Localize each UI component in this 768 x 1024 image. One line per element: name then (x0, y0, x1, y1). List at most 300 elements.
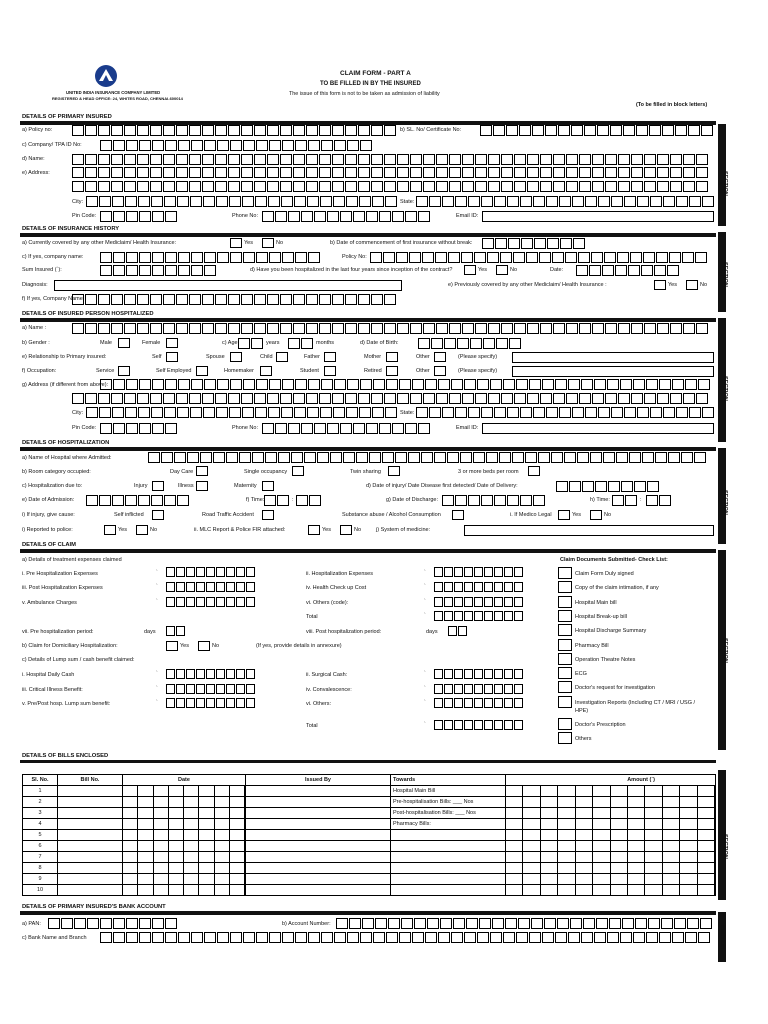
input-cell[interactable] (533, 495, 545, 506)
medico-yes-box[interactable] (558, 510, 570, 520)
input-cell[interactable] (241, 181, 253, 192)
input-cell[interactable] (385, 407, 397, 418)
input-cell[interactable] (448, 626, 457, 636)
input-cell[interactable] (98, 294, 110, 305)
input-cell[interactable] (486, 452, 498, 463)
policy-no-field[interactable] (72, 125, 397, 136)
input-cell[interactable] (202, 154, 214, 165)
input-cell[interactable] (516, 932, 528, 943)
city-field[interactable] (86, 196, 398, 207)
input-cell[interactable] (186, 567, 195, 577)
input-cell[interactable] (410, 323, 422, 334)
input-cell[interactable] (490, 932, 502, 943)
table-cell[interactable]: Hospital Main Bill (391, 786, 506, 797)
input-cell[interactable] (423, 167, 435, 178)
input-cell[interactable] (256, 252, 268, 263)
input-cell[interactable] (319, 323, 331, 334)
homemaker-box[interactable] (260, 366, 272, 376)
input-cell[interactable] (501, 181, 513, 192)
input-cell[interactable] (226, 698, 235, 708)
checklist-box[interactable] (558, 696, 572, 708)
input-cell[interactable] (444, 597, 453, 607)
input-cell[interactable] (358, 393, 370, 404)
table-cell[interactable]: Pre-hospitalisation Bills: ___ Nos (391, 797, 506, 808)
input-cell[interactable] (152, 211, 164, 222)
input-cell[interactable] (246, 669, 255, 679)
input-cell[interactable] (434, 611, 443, 621)
input-cell[interactable] (176, 669, 185, 679)
input-cell[interactable] (150, 167, 162, 178)
input-cell[interactable] (112, 495, 124, 506)
input-cell[interactable] (454, 567, 463, 577)
input-cell[interactable] (191, 265, 203, 276)
input-cell[interactable] (148, 452, 160, 463)
input-cell[interactable] (434, 452, 446, 463)
input-cell[interactable] (139, 918, 151, 929)
input-cell[interactable] (228, 393, 240, 404)
input-cell[interactable] (216, 407, 228, 418)
input-cell[interactable] (700, 918, 712, 929)
input-cell[interactable] (256, 140, 268, 151)
input-cell[interactable] (383, 252, 395, 263)
input-cell[interactable] (577, 452, 589, 463)
input-cell[interactable] (228, 125, 240, 136)
input-cell[interactable] (86, 495, 98, 506)
input-cell[interactable] (694, 452, 706, 463)
input-cell[interactable] (243, 932, 255, 943)
input-cell[interactable] (553, 167, 565, 178)
input-cell[interactable] (429, 196, 441, 207)
input-cell[interactable] (571, 125, 583, 136)
input-cell[interactable] (518, 918, 530, 929)
input-cell[interactable] (514, 684, 523, 694)
input-cell[interactable] (434, 597, 443, 607)
input-cell[interactable] (514, 181, 526, 192)
input-cell[interactable] (565, 252, 577, 263)
input-cell[interactable] (288, 338, 300, 349)
input-cell[interactable] (254, 125, 266, 136)
input-cell[interactable] (176, 167, 188, 178)
input-cell[interactable] (559, 196, 571, 207)
input-cell[interactable] (484, 669, 493, 679)
input-cell[interactable] (473, 452, 485, 463)
input-cell[interactable] (425, 379, 437, 390)
input-cell[interactable] (589, 265, 601, 276)
input-cell[interactable] (488, 323, 500, 334)
input-cell[interactable] (514, 597, 523, 607)
sum-insured-field[interactable] (100, 265, 217, 276)
address-line1[interactable] (72, 167, 709, 178)
spouse-box[interactable] (230, 352, 242, 362)
input-cell[interactable] (379, 211, 391, 222)
input-cell[interactable] (150, 393, 162, 404)
input-cell[interactable] (384, 181, 396, 192)
input-cell[interactable] (608, 481, 620, 492)
input-cell[interactable] (343, 452, 355, 463)
input-cell[interactable] (696, 181, 708, 192)
table-cell[interactable]: 5 (23, 830, 58, 841)
checklist-box[interactable] (558, 581, 572, 593)
input-cell[interactable] (581, 379, 593, 390)
table-cell[interactable] (246, 786, 391, 797)
input-cell[interactable] (444, 720, 453, 730)
input-cell[interactable] (602, 265, 614, 276)
input-cell[interactable] (429, 407, 441, 418)
input-cell[interactable] (85, 294, 97, 305)
input-cell[interactable] (453, 918, 465, 929)
table-cell[interactable] (58, 852, 123, 863)
input-cell[interactable] (178, 252, 190, 263)
input-cell[interactable] (277, 495, 289, 506)
input-cell[interactable] (86, 407, 98, 418)
input-cell[interactable] (499, 452, 511, 463)
input-cell[interactable] (226, 669, 235, 679)
critical-amount[interactable] (166, 684, 256, 694)
input-cell[interactable] (622, 918, 634, 929)
fir-yes-box[interactable] (308, 525, 320, 535)
input-cell[interactable] (360, 379, 372, 390)
input-cell[interactable] (672, 379, 684, 390)
input-cell[interactable] (474, 669, 483, 679)
input-cell[interactable] (138, 495, 150, 506)
input-cell[interactable] (346, 196, 358, 207)
table-cell[interactable] (246, 841, 391, 852)
table-cell[interactable] (246, 863, 391, 874)
input-cell[interactable] (150, 154, 162, 165)
input-cell[interactable] (267, 294, 279, 305)
input-cell[interactable] (358, 154, 370, 165)
input-cell[interactable] (490, 379, 502, 390)
input-cell[interactable] (405, 211, 417, 222)
table-cell[interactable] (246, 819, 391, 830)
input-cell[interactable] (410, 167, 422, 178)
input-cell[interactable] (371, 323, 383, 334)
input-cell[interactable] (186, 669, 195, 679)
input-cell[interactable] (280, 181, 292, 192)
input-cell[interactable] (291, 452, 303, 463)
input-cell[interactable] (229, 407, 241, 418)
checklist-box[interactable] (558, 610, 572, 622)
input-cell[interactable] (492, 918, 504, 929)
input-cell[interactable] (176, 393, 188, 404)
input-cell[interactable] (241, 393, 253, 404)
input-cell[interactable] (165, 265, 177, 276)
pre-hosp-amount[interactable] (166, 567, 256, 577)
input-cell[interactable] (384, 294, 396, 305)
input-cell[interactable] (618, 323, 630, 334)
input-cell[interactable] (444, 611, 453, 621)
input-cell[interactable] (187, 452, 199, 463)
input-cell[interactable] (532, 125, 544, 136)
input-cell[interactable] (293, 125, 305, 136)
input-cell[interactable] (345, 181, 357, 192)
input-cell[interactable] (566, 154, 578, 165)
table-cell[interactable] (123, 797, 246, 808)
input-cell[interactable] (281, 196, 293, 207)
input-cell[interactable] (358, 181, 370, 192)
input-cell[interactable] (216, 582, 225, 592)
input-cell[interactable] (444, 582, 453, 592)
state-field[interactable] (416, 196, 715, 207)
table-cell[interactable]: 6 (23, 841, 58, 852)
input-cell[interactable] (579, 181, 591, 192)
input-cell[interactable] (301, 211, 313, 222)
input-cell[interactable] (345, 393, 357, 404)
table-cell[interactable] (123, 819, 246, 830)
input-cell[interactable] (243, 379, 255, 390)
input-cell[interactable] (579, 167, 591, 178)
input-cell[interactable] (410, 154, 422, 165)
input-cell[interactable] (98, 125, 110, 136)
input-cell[interactable] (496, 338, 508, 349)
input-cell[interactable] (689, 196, 701, 207)
input-cell[interactable] (306, 154, 318, 165)
input-cell[interactable] (163, 181, 175, 192)
input-cell[interactable] (345, 294, 357, 305)
input-cell[interactable] (216, 567, 225, 577)
input-cell[interactable] (190, 407, 202, 418)
input-cell[interactable] (470, 338, 482, 349)
input-cell[interactable] (422, 252, 434, 263)
input-cell[interactable] (576, 265, 588, 276)
input-cell[interactable] (644, 393, 656, 404)
commencement-field[interactable] (482, 238, 586, 249)
input-cell[interactable] (252, 452, 264, 463)
input-cell[interactable] (111, 167, 123, 178)
input-cell[interactable] (202, 294, 214, 305)
input-cell[interactable] (397, 181, 409, 192)
input-cell[interactable] (152, 140, 164, 151)
input-cell[interactable] (555, 379, 567, 390)
input-cell[interactable] (164, 196, 176, 207)
dob-field[interactable] (418, 338, 522, 349)
input-cell[interactable] (620, 379, 632, 390)
input-cell[interactable] (494, 698, 503, 708)
input-cell[interactable] (165, 918, 177, 929)
input-cell[interactable] (163, 167, 175, 178)
input-cell[interactable] (189, 167, 201, 178)
input-cell[interactable] (474, 698, 483, 708)
input-cell[interactable] (468, 407, 480, 418)
input-cell[interactable] (186, 582, 195, 592)
input-cell[interactable] (689, 407, 701, 418)
table-cell[interactable] (123, 852, 246, 863)
input-cell[interactable] (362, 918, 374, 929)
input-cell[interactable] (628, 265, 640, 276)
table-cell[interactable] (506, 808, 716, 819)
input-cell[interactable] (436, 181, 448, 192)
input-cell[interactable] (454, 669, 463, 679)
input-cell[interactable] (138, 407, 150, 418)
input-cell[interactable] (454, 698, 463, 708)
input-cell[interactable] (578, 252, 590, 263)
input-cell[interactable] (319, 393, 331, 404)
input-cell[interactable] (545, 125, 557, 136)
input-cell[interactable] (206, 597, 215, 607)
input-cell[interactable] (213, 452, 225, 463)
input-cell[interactable] (206, 582, 215, 592)
input-cell[interactable] (526, 252, 538, 263)
input-cell[interactable] (150, 323, 162, 334)
input-cell[interactable] (624, 407, 636, 418)
input-cell[interactable] (687, 918, 699, 929)
input-cell[interactable] (455, 196, 467, 207)
input-cell[interactable] (670, 323, 682, 334)
input-cell[interactable] (462, 393, 474, 404)
input-cell[interactable] (556, 481, 568, 492)
input-cell[interactable] (334, 932, 346, 943)
input-cell[interactable] (540, 167, 552, 178)
input-cell[interactable] (236, 669, 245, 679)
input-cell[interactable] (176, 582, 185, 592)
input-cell[interactable] (488, 181, 500, 192)
input-cell[interactable] (358, 167, 370, 178)
input-cell[interactable] (293, 167, 305, 178)
input-cell[interactable] (566, 167, 578, 178)
input-cell[interactable] (112, 407, 124, 418)
input-cell[interactable] (280, 167, 292, 178)
input-cell[interactable] (633, 932, 645, 943)
input-cell[interactable] (228, 181, 240, 192)
self-employed-box[interactable] (196, 366, 208, 376)
input-cell[interactable] (327, 211, 339, 222)
input-cell[interactable] (204, 932, 216, 943)
input-cell[interactable] (113, 211, 125, 222)
input-cell[interactable] (85, 323, 97, 334)
input-cell[interactable] (438, 932, 450, 943)
input-cell[interactable] (99, 196, 111, 207)
table-cell[interactable] (506, 874, 716, 885)
input-cell[interactable] (566, 181, 578, 192)
table-cell[interactable] (58, 841, 123, 852)
input-cell[interactable] (612, 495, 624, 506)
input-cell[interactable] (125, 407, 137, 418)
input-cell[interactable] (573, 238, 585, 249)
input-cell[interactable] (414, 918, 426, 929)
input-cell[interactable] (308, 140, 320, 151)
input-cell[interactable] (345, 125, 357, 136)
input-cell[interactable] (206, 684, 215, 694)
input-cell[interactable] (412, 379, 424, 390)
input-cell[interactable] (605, 154, 617, 165)
city-c-field[interactable] (86, 407, 398, 418)
input-cell[interactable] (288, 423, 300, 434)
input-cell[interactable] (641, 265, 653, 276)
input-cell[interactable] (334, 140, 346, 151)
pre-post-lump-amount[interactable] (166, 698, 256, 708)
input-cell[interactable] (434, 582, 443, 592)
table-cell[interactable] (246, 830, 391, 841)
input-cell[interactable] (444, 698, 453, 708)
input-cell[interactable] (464, 582, 473, 592)
input-cell[interactable] (533, 196, 545, 207)
input-cell[interactable] (150, 125, 162, 136)
input-cell[interactable] (196, 698, 205, 708)
input-cell[interactable] (336, 918, 348, 929)
input-cell[interactable] (166, 684, 175, 694)
input-cell[interactable] (553, 323, 565, 334)
input-cell[interactable] (579, 393, 591, 404)
input-cell[interactable] (418, 211, 430, 222)
input-cell[interactable] (165, 932, 177, 943)
input-cell[interactable] (236, 567, 245, 577)
input-cell[interactable] (124, 393, 136, 404)
input-cell[interactable] (397, 167, 409, 178)
input-cell[interactable] (607, 379, 619, 390)
input-cell[interactable] (454, 597, 463, 607)
input-cell[interactable] (228, 154, 240, 165)
input-cell[interactable] (150, 181, 162, 192)
input-cell[interactable] (477, 379, 489, 390)
input-cell[interactable] (111, 181, 123, 192)
checklist-box[interactable] (558, 681, 572, 693)
input-cell[interactable] (317, 452, 329, 463)
table-cell[interactable]: Post-hospitalisation Bills: ___ Nos (391, 808, 506, 819)
input-cell[interactable] (246, 698, 255, 708)
input-cell[interactable] (373, 379, 385, 390)
day-care-box[interactable] (196, 466, 208, 476)
input-cell[interactable] (186, 698, 195, 708)
input-cell[interactable] (670, 181, 682, 192)
table-cell[interactable]: 8 (23, 863, 58, 874)
injury-box[interactable] (152, 481, 164, 491)
input-cell[interactable] (584, 125, 596, 136)
input-cell[interactable] (113, 265, 125, 276)
input-cell[interactable] (196, 597, 205, 607)
input-cell[interactable] (176, 626, 185, 636)
input-cell[interactable] (592, 167, 604, 178)
input-cell[interactable] (416, 196, 428, 207)
input-cell[interactable] (366, 211, 378, 222)
input-cell[interactable] (553, 154, 565, 165)
input-cell[interactable] (293, 154, 305, 165)
input-cell[interactable] (111, 294, 123, 305)
input-cell[interactable] (203, 196, 215, 207)
input-cell[interactable] (423, 154, 435, 165)
time-h-mm[interactable] (646, 495, 672, 506)
input-cell[interactable] (676, 407, 688, 418)
age-months-field[interactable] (288, 338, 314, 349)
input-cell[interactable] (125, 196, 137, 207)
input-cell[interactable] (72, 125, 84, 136)
input-cell[interactable] (126, 932, 138, 943)
input-cell[interactable] (621, 481, 633, 492)
input-cell[interactable] (189, 294, 201, 305)
input-cell[interactable] (477, 932, 489, 943)
input-cell[interactable] (178, 140, 190, 151)
input-cell[interactable] (421, 452, 433, 463)
input-cell[interactable] (242, 407, 254, 418)
fir-no-box[interactable] (340, 525, 352, 535)
input-cell[interactable] (683, 323, 695, 334)
input-cell[interactable] (174, 452, 186, 463)
input-cell[interactable] (371, 167, 383, 178)
input-cell[interactable] (657, 154, 669, 165)
input-cell[interactable] (176, 125, 188, 136)
input-cell[interactable] (99, 407, 111, 418)
input-cell[interactable] (268, 407, 280, 418)
input-cell[interactable] (189, 125, 201, 136)
input-cell[interactable] (269, 932, 281, 943)
input-cell[interactable] (186, 597, 195, 607)
input-cell[interactable] (301, 338, 313, 349)
input-cell[interactable] (527, 393, 539, 404)
input-cell[interactable] (204, 265, 216, 276)
input-cell[interactable] (360, 932, 372, 943)
table-cell[interactable] (123, 786, 246, 797)
table-cell[interactable] (506, 830, 716, 841)
address-line2[interactable] (72, 181, 709, 192)
